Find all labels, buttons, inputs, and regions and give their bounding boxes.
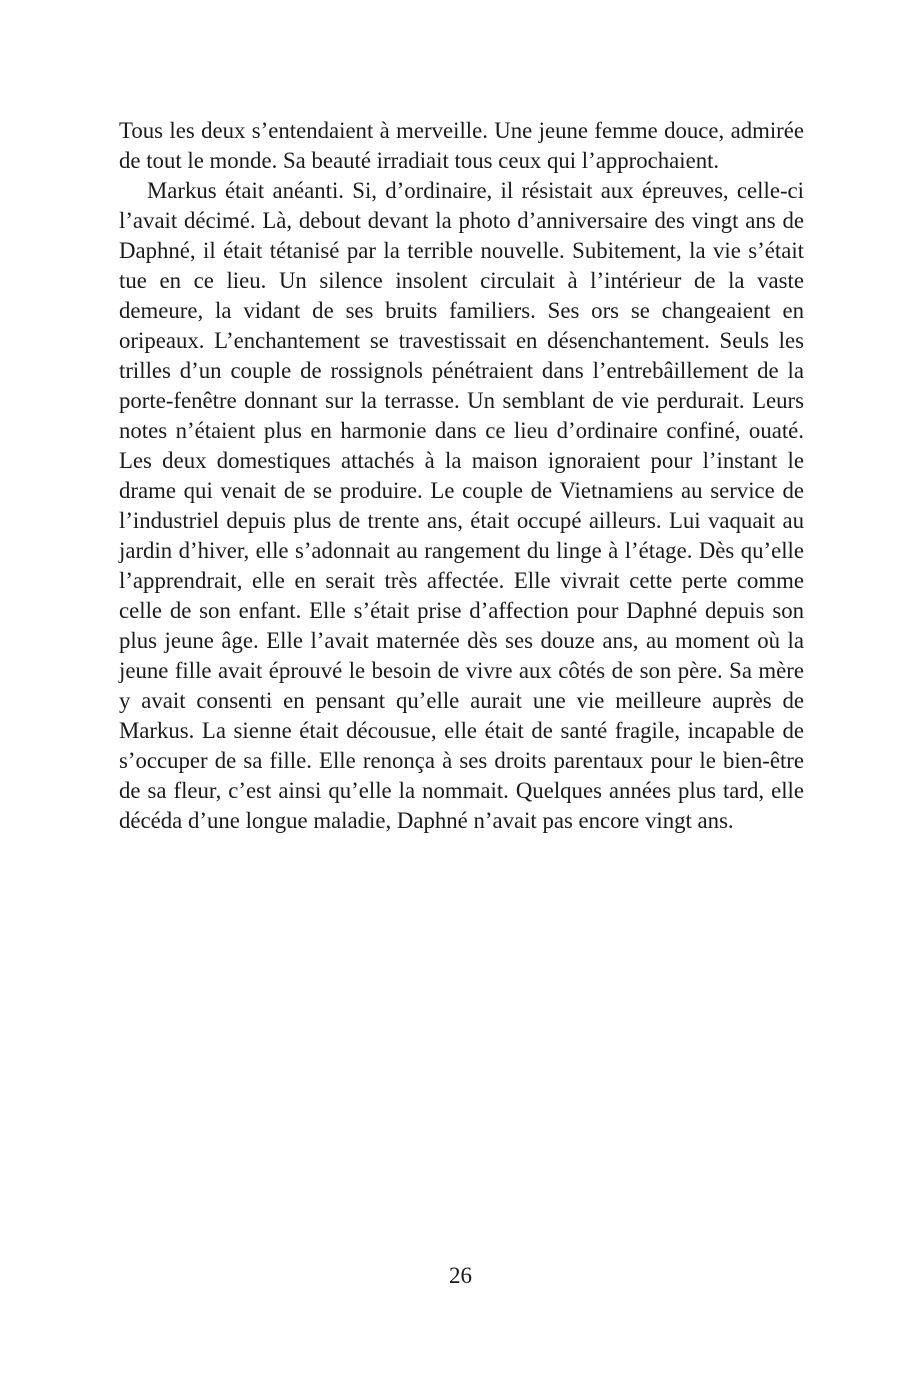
paragraph-1: Tous les deux s’entendaient à merveille. Une jeune femme douce, admirée de tout le monde. Sa beauté irradiait tous ceux qui l’approchaient.	[119, 118, 804, 173]
paragraph-2: Markus était anéanti. Si, d’ordinaire, il résistait aux épreuves, celle-ci l’avait décimé. Là, debout devant la photo d’anniversaire des vingt ans de Daphné, il était tétanisé par la terrible nouvelle. Subitement, la vie s’était tue en ce lieu. Un silence insolent circulait à l’intérieur de la vaste demeure, la vidant de ses bruits familiers. Ses ors se changeaient en oripeaux. L’enchantement se travestissait en désenchantement. Seuls les trilles d’un couple de rossignols pénétraient dans l’entrebâillement de la porte-fenêtre donnant sur la terrasse. Un semblant de vie perdurait. Leurs notes n’étaient plus en harmonie dans ce lieu d’ordinaire confiné, ouaté. Les deux domestiques attachés à la maison ignoraient pour l’instant le drame qui venait de se produire. Le couple de Vietnamiens au service de l’industriel depuis plus de trente ans, était occupé ailleurs. Lui vaquait au jardin d’hiver, elle s’adonnait au rangement du linge à l’étage. Dès qu’elle l’apprendrait, elle en serait très affectée. Elle vivrait cette perte comme celle de son enfant. Elle s’était prise d’affection pour Daphné depuis son plus jeune âge. Elle l’avait maternée dès ses douze ans, au moment où la jeune fille avait éprouvé le besoin de vivre aux côtés de son père. Sa mère y avait consenti en pensant qu’elle aurait une vie meilleure auprès de Markus. La sienne était décousue, elle était de santé fragile, incapable de s’occuper de sa fille. Elle renonça à ses droits parentaux pour le bien-être de sa fleur, c’est ainsi qu’elle la nommait. Quelques années plus tard, elle décéda d’une longue maladie, Daphné n’avait pas encore vingt ans.	[119, 178, 804, 833]
page-number: 26	[449, 1263, 472, 1288]
body-text	[119, 116, 804, 836]
